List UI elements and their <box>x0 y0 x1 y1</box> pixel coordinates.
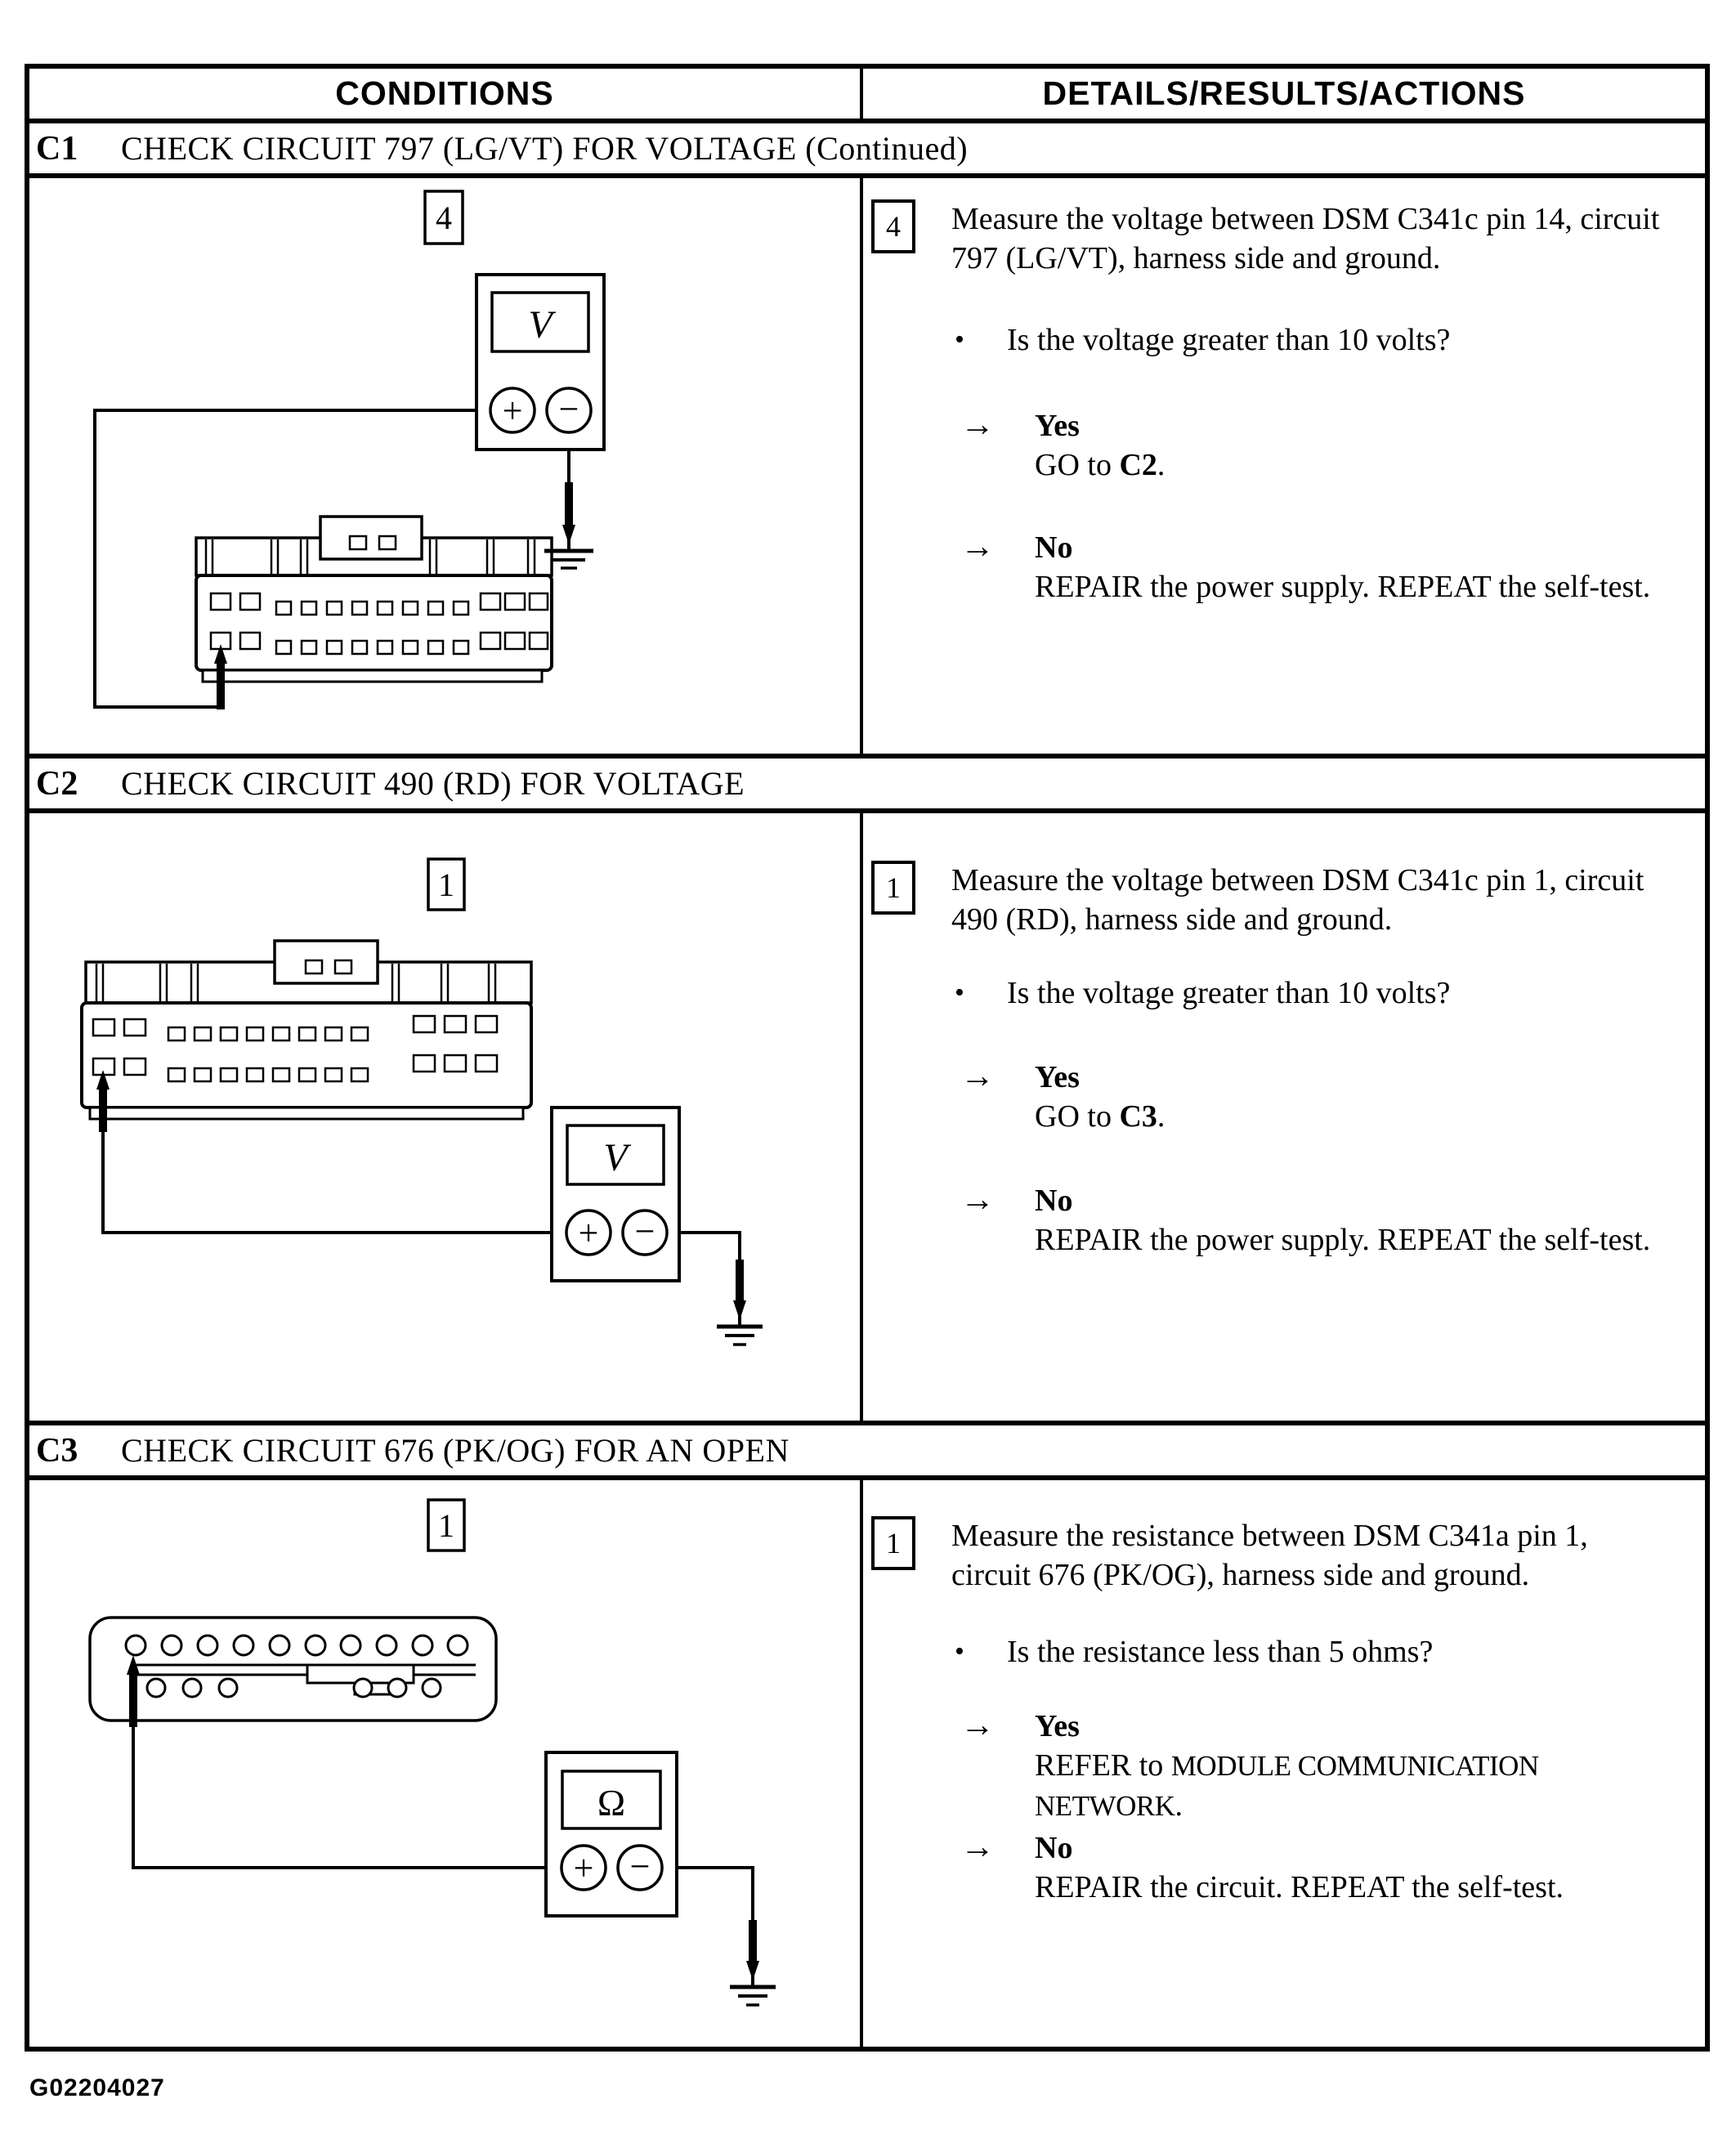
callout-box <box>428 859 464 910</box>
c1-wiring-diagram <box>29 178 860 754</box>
yes-action: GO to C3. <box>1035 1099 1166 1134</box>
c2-diagram-cell <box>29 813 860 1421</box>
arrow-icon: → <box>960 1181 995 1219</box>
svg-text:Ω: Ω <box>597 1782 626 1824</box>
arrow-icon: → <box>960 528 995 566</box>
section-id: C1 <box>36 129 78 168</box>
ohmmeter-icon <box>546 1752 677 1916</box>
svg-text:+: + <box>502 391 523 431</box>
section-heading-c2 <box>29 759 1705 808</box>
arrow-icon: → <box>960 1828 995 1866</box>
section-title: CHECK CIRCUIT 490 (RD) FOR VOLTAGE <box>121 765 745 802</box>
c1-diagram-cell <box>29 178 860 754</box>
svg-text:1: 1 <box>438 866 454 903</box>
question-text: Is the resistance less than 5 ohms? <box>1007 1635 1434 1669</box>
ground-symbol-icon <box>717 1327 763 1345</box>
section-id: C2 <box>36 764 78 803</box>
svg-text:−: − <box>634 1211 655 1251</box>
step-number-box: 1 <box>871 1516 915 1570</box>
svg-text:+: + <box>573 1848 594 1888</box>
yes-label: Yes <box>1035 1060 1080 1094</box>
yes-action: GO to C2. <box>1035 448 1166 482</box>
no-label: No <box>1035 1184 1073 1218</box>
svg-text:V: V <box>603 1136 628 1179</box>
no-label: No <box>1035 1831 1073 1865</box>
section-title: CHECK CIRCUIT 797 (LG/VT) FOR VOLTAGE (Continued) <box>121 130 969 167</box>
no-action: REPAIR the circuit. REPEAT the self-test. <box>1035 1870 1564 1904</box>
svg-text:V: V <box>528 303 553 347</box>
svg-text:−: − <box>629 1846 651 1886</box>
arrow-icon: → <box>960 1707 995 1744</box>
c3-actions-cell <box>860 1480 1705 2047</box>
bullet-icon: • <box>955 978 964 1008</box>
instruction-text: Measure the voltage between DSM C341c pin 14, circuit 797 (LG/VT), harness side and ground. <box>951 202 1660 275</box>
callout-box <box>428 1500 464 1551</box>
header-details-results-actions: DETAILS/RESULTS/ACTIONS <box>860 69 1705 119</box>
multimeter-icon <box>477 275 604 450</box>
c3-diagram-cell <box>29 1480 860 2047</box>
no-label: No <box>1035 530 1073 565</box>
test-probe-icon <box>733 1260 746 1320</box>
figure-id: G02204027 <box>29 2074 165 2101</box>
callout-box <box>425 191 463 244</box>
section-id: C3 <box>36 1431 78 1470</box>
c3-wiring-diagram <box>29 1480 860 2047</box>
table-header-row <box>29 69 1705 119</box>
arrow-icon: → <box>960 1058 995 1095</box>
connector-icon <box>90 1618 496 1721</box>
refer-target: MODULE COMMUNICATION NETWORK <box>1035 1750 1539 1822</box>
instruction-text: Measure the resistance between DSM C341a pin 1, circuit 676 (PK/OG), harness side and ground. <box>951 1519 1588 1592</box>
test-probe-icon <box>746 1920 759 1980</box>
go-target: C2 <box>1119 448 1157 482</box>
c2-actions-cell <box>860 813 1705 1421</box>
c2-wiring-diagram <box>29 813 860 1421</box>
connector-icon <box>196 517 552 682</box>
connector-icon <box>82 941 531 1119</box>
svg-text:4: 4 <box>436 199 452 236</box>
section-body-c3 <box>29 1480 1705 2047</box>
test-probe-icon <box>562 482 575 544</box>
go-target: C3 <box>1119 1099 1157 1134</box>
question-text: Is the voltage greater than 10 volts? <box>1007 323 1451 357</box>
section-body-c2 <box>29 813 1705 1421</box>
yes-label: Yes <box>1035 1709 1080 1743</box>
bullet-icon: • <box>955 324 964 355</box>
arrow-icon: → <box>960 406 995 444</box>
no-action: REPAIR the power supply. REPEAT the self-test. <box>1035 1223 1651 1257</box>
ground-symbol-icon <box>730 1987 776 2005</box>
svg-text:−: − <box>558 389 579 429</box>
yes-action: REFER to MODULE COMMUNICATION NETWORK. <box>1035 1748 1539 1823</box>
multimeter-icon <box>552 1108 679 1281</box>
no-action: REPAIR the power supply. REPEAT the self-test. <box>1035 570 1651 604</box>
step-number-box: 1 <box>871 861 915 915</box>
section-heading-c1 <box>29 123 1705 173</box>
section-heading-c3 <box>29 1425 1705 1475</box>
yes-label: Yes <box>1035 409 1080 443</box>
section-title: CHECK CIRCUIT 676 (PK/OG) FOR AN OPEN <box>121 1432 790 1469</box>
section-body-c1 <box>29 178 1705 754</box>
step-number-box: 4 <box>871 199 915 253</box>
c1-actions-cell <box>860 178 1705 754</box>
instruction-text: Measure the voltage between DSM C341c pin 1, circuit 490 (RD), harness side and ground. <box>951 863 1644 937</box>
question-text: Is the voltage greater than 10 volts? <box>1007 976 1451 1010</box>
bullet-icon: • <box>955 1636 964 1667</box>
svg-text:+: + <box>578 1213 599 1253</box>
header-conditions: CONDITIONS <box>335 74 554 112</box>
svg-text:1: 1 <box>438 1507 454 1544</box>
diagnostic-table <box>25 64 1710 2052</box>
